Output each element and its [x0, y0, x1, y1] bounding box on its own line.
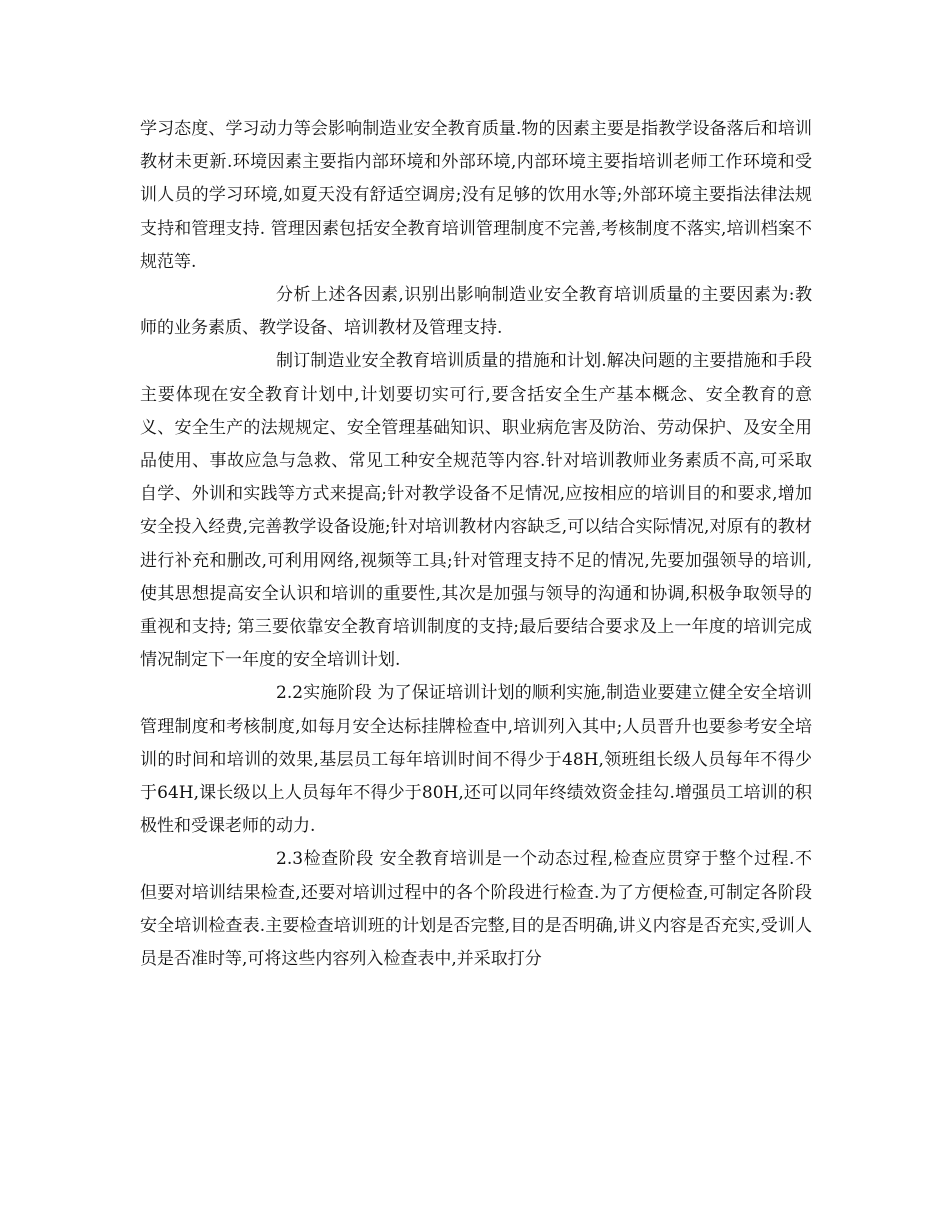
- paragraph-5: 2.3检查阶段 安全教育培训是一个动态过程,检查应贯穿于整个过程.不但要对培训结果检查,还要对培训过程中的各个阶段进行检查.为了方便检查,可制定各阶段安全培训检查表.主要检查培训班的计划是否完整,目的是否明确,讲义内容是否充实,受训人员是否准时等,可将这些内容列入检查表中,并采取打分: [140, 849, 812, 970]
- paragraph-1: 学习态度、学习动力等会影响制造业安全教育质量.物的因素主要是指教学设备落后和培训教材未更新.环境因素主要指内部环境和外部环境,内部环境主要指培训老师工作环境和受训人员的学习环境,如夏天没有舒适空调房;没有足够的饮用水等;外部环境主要指法律法规支持和管理支持. 管理因素包括安全教育培训管理制度不完善,考核制度不落实,培训档案不规范等.: [140, 119, 812, 272]
- document-body: [140, 113, 812, 976]
- paragraph-3: 制订制造业安全教育培训质量的措施和计划.解决问题的主要措施和手段主要体现在安全教育计划中,计划要切实可行,要含括安全生产基本概念、安全教育的意义、安全生产的法规规定、安全管理基础知识、职业病危害及防治、劳动保护、及安全用品使用、事故应急与急救、常见工种安全规范等内容.针对培训教师业务素质不高,可采取自学、外训和实践等方式来提高;针对教学设备不足情况,应按相应的培训目的和要求,增加安全投入经费,完善教学设备设施;针对培训教材内容缺乏,可以结合实际情况,对原有的教材进行补充和删改,可利用网络,视频等工具;针对管理支持不足的情况,先要加强领导的培训,使其思想提高安全认识和培训的重要性,其次是加强与领导的沟通和协调,积极争取领导的重视和支持; 第三要依靠安全教育培训制度的支持;最后要结合要求及上一年度的培训完成情况制定下一年度的安全培训计划.: [140, 351, 812, 671]
- paragraph-2: 分析上述各因素,识别出影响制造业安全教育培训质量的主要因素为:教师的业务素质、教学设备、培训教材及管理支持.: [140, 285, 812, 339]
- paragraph-4: 2.2实施阶段 为了保证培训计划的顺利实施,制造业要建立健全安全培训管理制度和考核制度,如每月安全达标挂牌检查中,培训列入其中;人员晋升也要参考安全培训的时间和培训的效果,基层员工每年培训时间不得少于48H,领班组长级人员每年不得少于64H,课长级以上人员每年不得少于80H,还可以同年终绩效资金挂勾.增强员工培训的积极性和受课老师的动力.: [140, 683, 812, 837]
